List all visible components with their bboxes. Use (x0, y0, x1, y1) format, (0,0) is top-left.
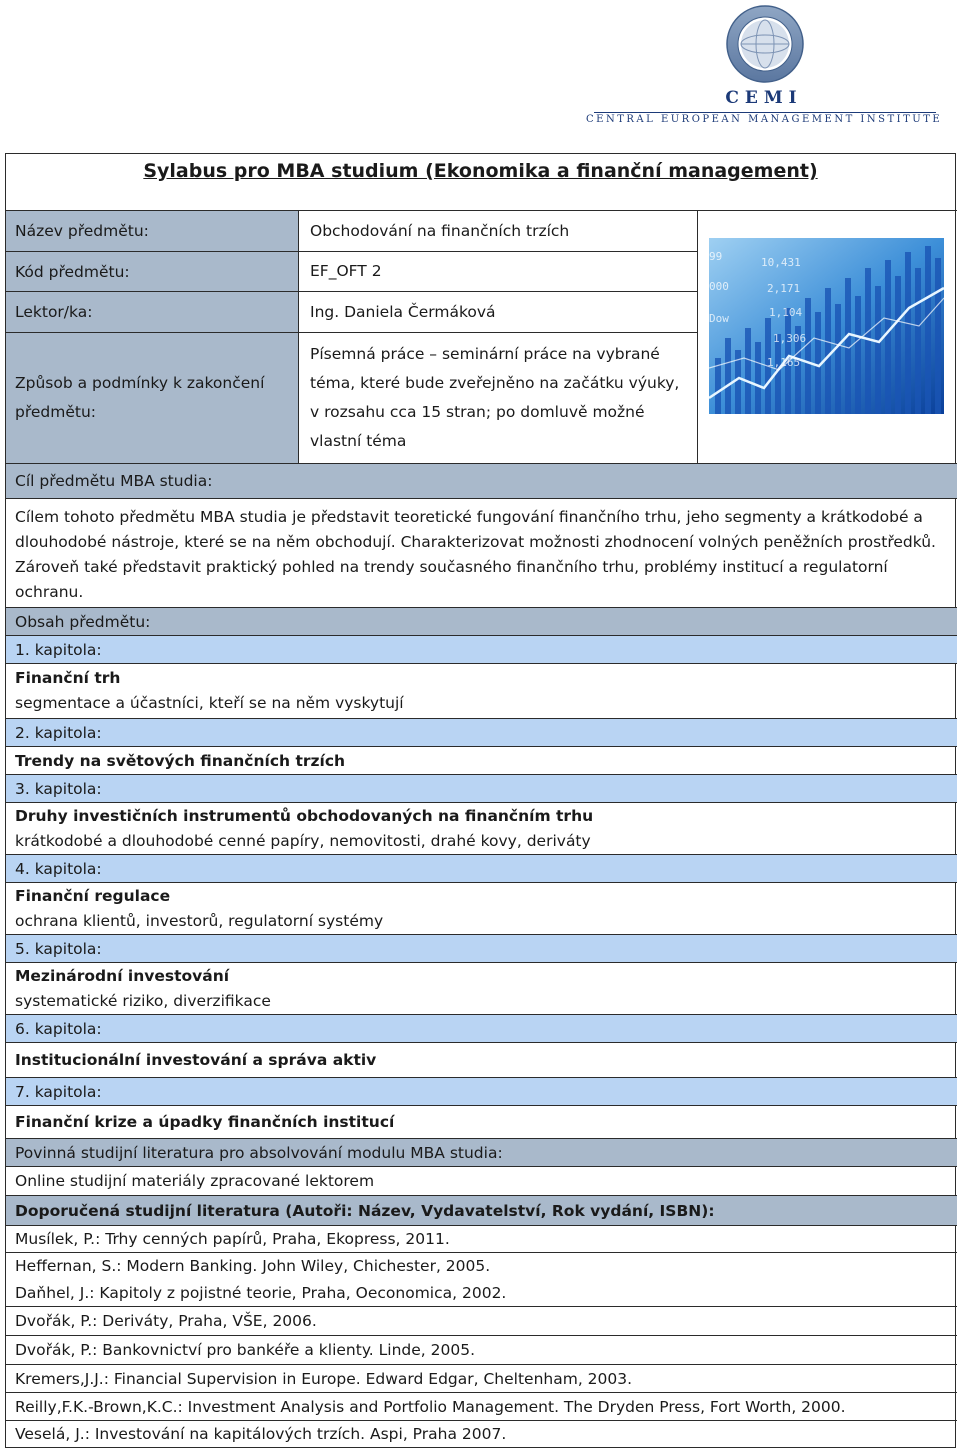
goal-text: Cílem tohoto předmětu MBA studia je představit teoretické fungování finančního trhu, jeho segmenty a krátkodobé a dlouhodobé nástroje, které se na něm obchodují. Charakterizovat možnosti zhodnocení volných peněžních prostředků. Zároveň také představit praktický pohled na trendy současného finančního trhu, problémy institucí a regulatorní ochranu. (6, 498, 957, 607)
chapter-3-heading: 3. kapitola: (6, 774, 957, 802)
chapter-5-title: Mezinárodní investování (15, 966, 230, 985)
chapter-1-detail: segmentace a účastníci, kteří se na něm vyskytují (15, 694, 404, 712)
image-number-3: 1,104 (769, 306, 803, 319)
chapter-3-body (6, 802, 957, 854)
chapter-1-body (6, 663, 957, 718)
recommended-item: Dvořák, P.: Bankovnictví pro bankéře a klienty. Linde, 2005. (6, 1335, 957, 1364)
image-number-2: 2,171 (767, 282, 801, 295)
chapter-6-title: Institucionální investování a správa aktiv (6, 1042, 957, 1077)
course-name-value: Obchodování na finančních trzích (298, 210, 698, 251)
svg-text:000: 000 (709, 280, 729, 293)
course-code-label: Kód předmětu: (6, 251, 298, 291)
image-number-5: 1,165 (767, 356, 801, 369)
chapter-5-heading: 5. kapitola: (6, 934, 957, 962)
completion-label: Způsob a podmínky k zakončení předmětu: (6, 332, 298, 463)
required-literature-label: Povinná studijní literatura pro absolvování modulu MBA studia: (6, 1138, 957, 1166)
finance-image-cell (698, 210, 957, 463)
cemi-logo (584, 0, 944, 130)
completion-value: Písemná práce – seminární práce na vybrané téma, které bude zveřejněno na začátku výuky, v rozsahu cca 15 stran; po domluvě možné vlastní téma (298, 332, 698, 463)
recommended-item: Veselá, J.: Investování na kapitálových trzích. Aspi, Praha 2007. (6, 1420, 957, 1447)
chapter-1-title: Finanční trh (15, 669, 121, 687)
chapter-3-title: Druhy investičních instrumentů obchodovaných na finančním trhu (15, 806, 594, 825)
svg-text:99: 99 (709, 250, 723, 263)
chapter-5-detail: systematické riziko, diverzifikace (15, 991, 271, 1010)
svg-text:Dow: Dow (709, 312, 729, 325)
logo-brand: CEMI (725, 88, 803, 108)
image-number-1: 10,431 (761, 256, 801, 269)
chapter-7-title: Finanční krize a úpadky finančních institucí (6, 1105, 957, 1138)
chapter-4-title: Finanční regulace (15, 886, 171, 905)
chapter-3-detail: krátkodobé a dlouhodobé cenné papíry, nemovitosti, drahé kovy, deriváty (15, 831, 591, 850)
recommended-item: Reilly,F.K.-Brown,K.C.: Investment Analysis and Portfolio Management. The Dryden Press, Fort Worth, 2000. (6, 1392, 957, 1420)
image-number-4: 1,306 (773, 332, 807, 345)
cemi-seal-icon (725, 4, 805, 84)
recommended-literature-label: Doporučená studijní literatura (Autoři: Název, Vydavatelství, Rok vydání, ISBN): (6, 1195, 957, 1225)
course-name-label: Název předmětu: (6, 210, 298, 251)
course-code-value: EF_OFT 2 (298, 251, 698, 291)
chapter-6-heading: 6. kapitola: (6, 1014, 957, 1042)
recommended-item: Dvořák, P.: Deriváty, Praha, VŠE, 2006. (6, 1306, 957, 1335)
chapter-4-detail: ochrana klientů, investorů, regulatorní systémy (15, 911, 384, 930)
recommended-item: Musílek, P.: Trhy cenných papírů, Praha, Ekopress, 2011. (6, 1225, 957, 1252)
logo-subtitle: CENTRAL EUROPEAN MANAGEMENT INSTITUTE (586, 114, 943, 125)
lecturer-value: Ing. Daniela Čermáková (298, 291, 698, 332)
chapter-4-heading: 4. kapitola: (6, 854, 957, 882)
chapter-4-body (6, 882, 957, 934)
chapter-2-heading: 2. kapitola: (6, 718, 957, 746)
chapter-7-heading: 7. kapitola: (6, 1077, 957, 1105)
recommended-item: Heffernan, S.: Modern Banking. John Wiley, Chichester, 2005. (6, 1252, 957, 1279)
chapter-1-heading: 1. kapitola: (6, 635, 957, 663)
recommended-item: Daňhel, J.: Kapitoly z pojistné teorie, Praha, Oeconomica, 2002. (15, 1283, 507, 1302)
required-literature-text: Online studijní materiály zpracované lektorem (6, 1166, 957, 1195)
chapter-2-title: Trendy na světových finančních trzích (6, 746, 957, 774)
lecturer-label: Lektor/ka: (6, 291, 298, 332)
syllabus-table (5, 153, 956, 1448)
goal-label: Cíl předmětu MBA studia: (6, 463, 957, 498)
logo-rule (594, 112, 936, 113)
chapter-5-body (6, 962, 957, 1014)
recommended-item: Kremers,J.J.: Financial Supervision in Europe. Edward Edgar, Cheltenham, 2003. (6, 1364, 957, 1392)
content-label: Obsah předmětu: (6, 607, 957, 635)
page-title: Sylabus pro MBA studium (Ekonomika a finanční management) (143, 160, 818, 182)
stock-market-image (709, 238, 944, 414)
